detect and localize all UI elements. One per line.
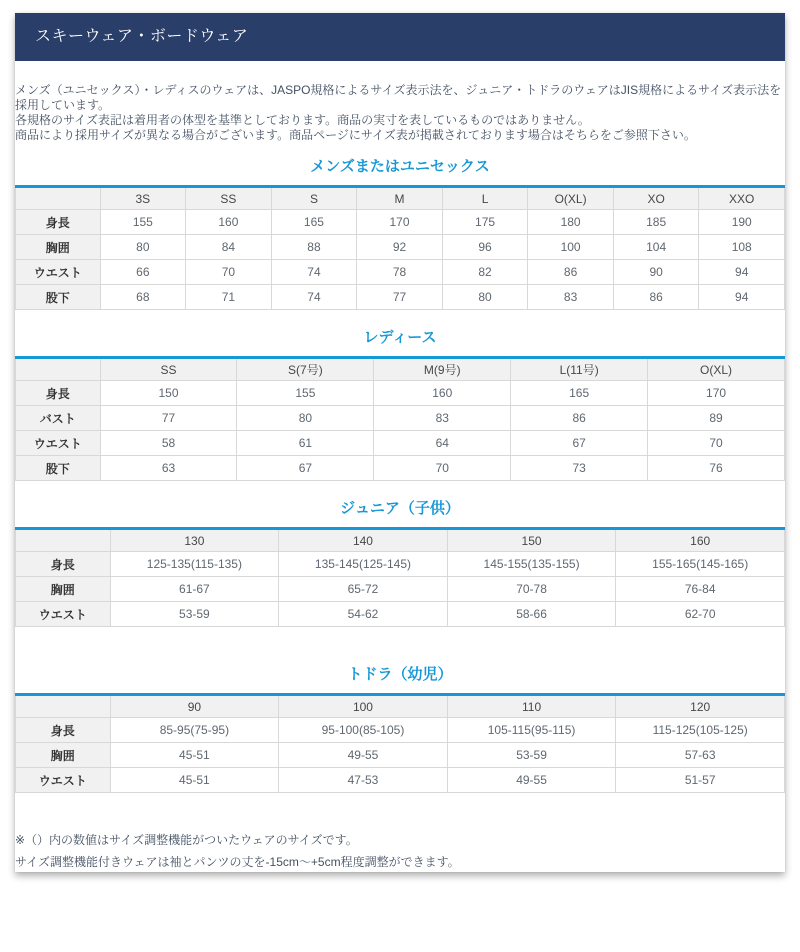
value-cell: 58	[100, 431, 237, 456]
value-cell: 53-59	[110, 602, 279, 627]
size-table-section	[15, 328, 785, 481]
value-cell: 74	[271, 285, 357, 310]
value-cell: 86	[613, 285, 699, 310]
value-cell: 83	[374, 406, 511, 431]
table-row	[16, 210, 785, 235]
value-cell: 180	[528, 210, 614, 235]
value-cell: 71	[186, 285, 272, 310]
row-label-cell: 身長	[16, 381, 101, 406]
value-cell: 86	[511, 406, 648, 431]
row-label-cell: 胸囲	[16, 235, 101, 260]
table-title: トドラ（幼児）	[347, 666, 453, 683]
value-cell: 64	[374, 431, 511, 456]
value-cell: 155	[237, 381, 374, 406]
value-cell: 160	[186, 210, 272, 235]
corner-cell	[16, 529, 111, 552]
value-cell: 45-51	[110, 743, 279, 768]
value-cell: 96	[442, 235, 528, 260]
column-header-cell: 140	[279, 529, 448, 552]
content-card	[15, 13, 785, 872]
value-cell: 150	[100, 381, 237, 406]
value-cell: 104	[613, 235, 699, 260]
table-header-row	[16, 529, 785, 552]
value-cell: 190	[699, 210, 785, 235]
value-cell: 70-78	[447, 577, 616, 602]
value-cell: 77	[100, 406, 237, 431]
column-header-cell: SS	[186, 187, 272, 210]
value-cell: 76-84	[616, 577, 785, 602]
column-header-cell: 90	[110, 695, 279, 718]
size-table	[15, 693, 785, 793]
table-row	[16, 260, 785, 285]
table-row	[16, 431, 785, 456]
size-table-section	[15, 157, 785, 310]
value-cell: 165	[511, 381, 648, 406]
footnote-line: ※（）内の数値はサイズ調整機能がついたウェアのサイズです。	[15, 833, 358, 847]
value-cell: 80	[237, 406, 374, 431]
column-header-cell: S(7号)	[237, 358, 374, 381]
value-cell: 155	[100, 210, 186, 235]
size-table	[15, 185, 785, 310]
row-label-cell: 身長	[16, 718, 111, 743]
value-cell: 135-145(125-145)	[279, 552, 448, 577]
page-title-bar	[15, 13, 785, 61]
value-cell: 175	[442, 210, 528, 235]
value-cell: 70	[648, 431, 785, 456]
table-row	[16, 552, 785, 577]
row-label-cell: 胸囲	[16, 743, 111, 768]
table-title: レディース	[363, 329, 437, 346]
value-cell: 74	[271, 260, 357, 285]
column-header-cell: 100	[279, 695, 448, 718]
row-label-cell: ウエスト	[16, 431, 101, 456]
value-cell: 170	[648, 381, 785, 406]
row-label-cell: 身長	[16, 552, 111, 577]
value-cell: 125-135(115-135)	[110, 552, 279, 577]
row-label-cell: 股下	[16, 285, 101, 310]
intro-line: 各規格のサイズ表記は着用者の体型を基準としております。商品の実寸を表しているものではありません。	[15, 113, 590, 127]
table-title: メンズまたはユニセックス	[310, 158, 490, 175]
value-cell: 89	[648, 406, 785, 431]
value-cell: 77	[357, 285, 443, 310]
value-cell: 80	[442, 285, 528, 310]
column-header-cell: 150	[447, 529, 616, 552]
intro-line: 商品により採用サイズが異なる場合がございます。商品ページにサイズ表が掲載されております場合はそちらをご参照下さい。	[15, 128, 696, 142]
row-label-cell: 身長	[16, 210, 101, 235]
value-cell: 83	[528, 285, 614, 310]
value-cell: 86	[528, 260, 614, 285]
value-cell: 57-63	[616, 743, 785, 768]
column-header-cell: O(XL)	[648, 358, 785, 381]
table-row	[16, 381, 785, 406]
table-row	[16, 602, 785, 627]
value-cell: 105-115(95-115)	[447, 718, 616, 743]
size-table	[15, 356, 785, 481]
value-cell: 70	[374, 456, 511, 481]
footnotes	[15, 829, 785, 872]
value-cell: 45-51	[110, 768, 279, 793]
value-cell: 70	[186, 260, 272, 285]
value-cell: 90	[613, 260, 699, 285]
value-cell: 82	[442, 260, 528, 285]
column-header-cell: M(9号)	[374, 358, 511, 381]
table-row	[16, 718, 785, 743]
size-table	[15, 527, 785, 627]
value-cell: 170	[357, 210, 443, 235]
value-cell: 80	[100, 235, 186, 260]
size-tables	[15, 157, 785, 793]
value-cell: 68	[100, 285, 186, 310]
table-header-row	[16, 695, 785, 718]
table-header-row	[16, 187, 785, 210]
value-cell: 73	[511, 456, 648, 481]
value-cell: 76	[648, 456, 785, 481]
table-row	[16, 743, 785, 768]
value-cell: 61-67	[110, 577, 279, 602]
value-cell: 94	[699, 285, 785, 310]
value-cell: 115-125(105-125)	[616, 718, 785, 743]
value-cell: 92	[357, 235, 443, 260]
row-label-cell: ウエスト	[16, 602, 111, 627]
value-cell: 78	[357, 260, 443, 285]
column-header-cell: 160	[616, 529, 785, 552]
intro-line: メンズ（ユニセックス）・レディスのウェアは、JASPO規格によるサイズ表示法を、ジュニア・トドラのウェアはJIS規格によるサイズ表示法を採用しています。	[15, 83, 782, 112]
value-cell: 145-155(135-155)	[447, 552, 616, 577]
row-label-cell: 胸囲	[16, 577, 111, 602]
table-row	[16, 406, 785, 431]
corner-cell	[16, 695, 111, 718]
column-header-cell: XO	[613, 187, 699, 210]
value-cell: 58-66	[447, 602, 616, 627]
footnote-line: サイズ調整機能付きウェアは袖とパンツの丈を-15cm～+5cm程度調整ができます。	[15, 855, 460, 869]
page-title: スキーウェア・ボードウェア	[35, 28, 249, 45]
column-header-cell: XXO	[699, 187, 785, 210]
intro-text	[15, 83, 785, 143]
column-header-cell: 110	[447, 695, 616, 718]
value-cell: 61	[237, 431, 374, 456]
corner-cell	[16, 187, 101, 210]
value-cell: 47-53	[279, 768, 448, 793]
table-row	[16, 768, 785, 793]
column-header-cell: SS	[100, 358, 237, 381]
value-cell: 155-165(145-165)	[616, 552, 785, 577]
row-label-cell: 股下	[16, 456, 101, 481]
value-cell: 165	[271, 210, 357, 235]
value-cell: 108	[699, 235, 785, 260]
column-header-cell: 3S	[100, 187, 186, 210]
size-table-section	[15, 665, 785, 793]
column-header-cell: M	[357, 187, 443, 210]
table-row	[16, 456, 785, 481]
table-row	[16, 235, 785, 260]
value-cell: 84	[186, 235, 272, 260]
value-cell: 65-72	[279, 577, 448, 602]
value-cell: 67	[237, 456, 374, 481]
value-cell: 88	[271, 235, 357, 260]
row-label-cell: バスト	[16, 406, 101, 431]
column-header-cell: L	[442, 187, 528, 210]
value-cell: 49-55	[279, 743, 448, 768]
column-header-cell: L(11号)	[511, 358, 648, 381]
column-header-cell: 130	[110, 529, 279, 552]
value-cell: 95-100(85-105)	[279, 718, 448, 743]
table-title: ジュニア（子供）	[340, 500, 460, 517]
value-cell: 53-59	[447, 743, 616, 768]
column-header-cell: 120	[616, 695, 785, 718]
size-table-section	[15, 499, 785, 627]
value-cell: 63	[100, 456, 237, 481]
row-label-cell: ウエスト	[16, 768, 111, 793]
row-label-cell: ウエスト	[16, 260, 101, 285]
value-cell: 66	[100, 260, 186, 285]
table-header-row	[16, 358, 785, 381]
value-cell: 62-70	[616, 602, 785, 627]
column-header-cell: O(XL)	[528, 187, 614, 210]
value-cell: 54-62	[279, 602, 448, 627]
value-cell: 160	[374, 381, 511, 406]
value-cell: 100	[528, 235, 614, 260]
column-header-cell: S	[271, 187, 357, 210]
value-cell: 94	[699, 260, 785, 285]
table-row	[16, 285, 785, 310]
value-cell: 51-57	[616, 768, 785, 793]
value-cell: 67	[511, 431, 648, 456]
corner-cell	[16, 358, 101, 381]
value-cell: 49-55	[447, 768, 616, 793]
table-row	[16, 577, 785, 602]
value-cell: 85-95(75-95)	[110, 718, 279, 743]
value-cell: 185	[613, 210, 699, 235]
